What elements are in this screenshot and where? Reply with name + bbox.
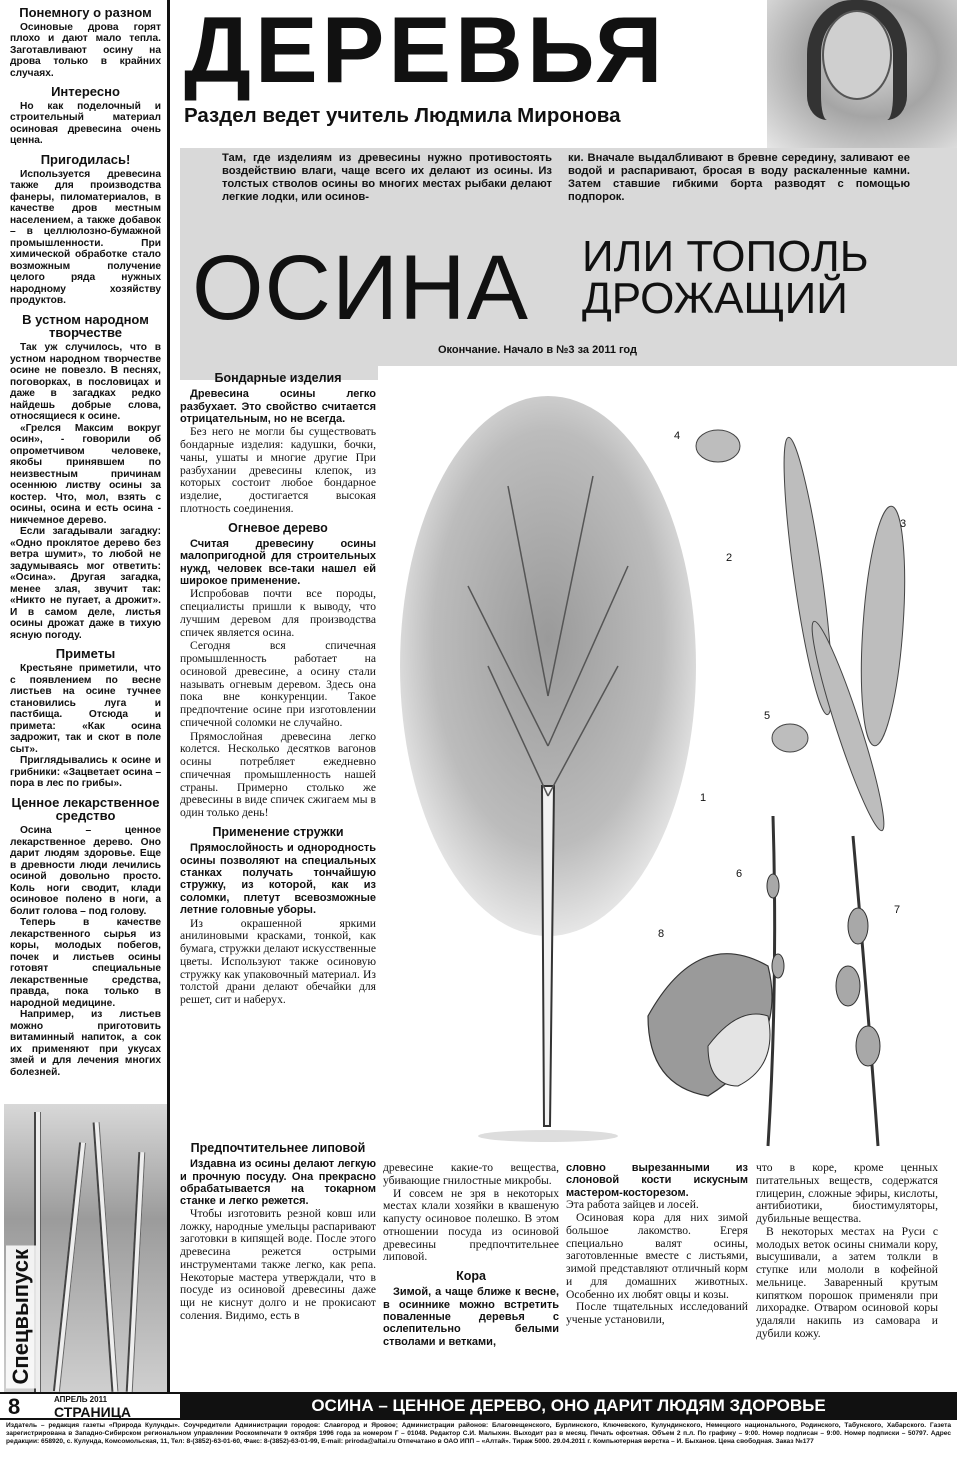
sidebar-paragraph: «Грелся Максим вокруг осин», - говорили об опрометчивом человеке, якобы принявшем по неизвестным причинам осеннюю листву осины за костер. Что, мол, взять с осины, осина и есть осина - никчемное дерево. xyxy=(10,422,161,526)
illustration-label-8: 8 xyxy=(658,928,665,940)
para-lakomstvo: Осиновая кора для них зимой большое лакомство. Егеря специально валят осины, заготовленные вместе с листьями, зимой представляют отличный корм и для домашних животных. Особенно их любят овцы и козы. xyxy=(566,1211,748,1301)
article-intro-block xyxy=(180,148,957,380)
seed-pod xyxy=(696,430,740,462)
sidebar-section xyxy=(4,6,167,79)
bottom-column-4 xyxy=(756,1162,938,1341)
issue-date: АПРЕЛЬ 2011 xyxy=(54,1395,108,1404)
column-heading: Применение стружки xyxy=(212,824,344,839)
column-heading: Огневое дерево xyxy=(228,520,328,535)
sidebar-heading: Приметы xyxy=(55,646,116,662)
birch-forest-photo xyxy=(4,1104,167,1392)
continuation-note: Окончание. Начало в №3 за 2011 год xyxy=(438,344,637,356)
sidebar-section xyxy=(4,153,167,307)
sidebar-heading: Ценное лекарственное средство xyxy=(11,794,160,824)
sidebar-heading: Пригодилась! xyxy=(40,151,131,167)
para-veshchestva: что в коре, кроме ценных питательных веществ, содержатся глицерин, сложные эфиры, кислоты, антибиотики, биостимуляторы, дубильные вещества. xyxy=(756,1161,938,1225)
bottom-column-2 xyxy=(383,1162,559,1348)
para-kapusta: И совсем не зря в некоторых местах клали хозяйки в квашеную капусту осиновое полешко. В этом отношении посуда из осиновой древесины предпочтительнее липовой. xyxy=(383,1186,559,1264)
illustration-label-3: 3 xyxy=(900,518,907,530)
sidebar-heading: Интересно xyxy=(51,84,120,100)
sidebar-paragraph: Осиновые дрова горят плохо и дают мало тепла. Заготавливают осину на дрова только в крайних случаях. xyxy=(10,21,161,79)
lead-posuda: Издавна из осины делают легкую и прочную посуду. Она прекрасно обрабатывается на токарном станке и легко режется. xyxy=(180,1158,376,1208)
heading-kora: Кора xyxy=(456,1269,486,1283)
lead-kostorez: словно вырезанными из слоновой кости искусным мастером-косторезом. xyxy=(566,1162,748,1199)
bottom-column-3 xyxy=(566,1162,748,1327)
catkin-wide xyxy=(855,505,912,747)
page-footer xyxy=(0,1392,957,1420)
sidebar-paragraph: Приглядывались к осине и грибники: «Зацветает осина – пора в лес по грибы». xyxy=(10,755,161,790)
page-number: 8 xyxy=(8,1394,21,1419)
para-zaycy: Эта работа зайцев и лосей. xyxy=(566,1198,699,1212)
flower-detail xyxy=(772,724,808,752)
illustration-label-7: 7 xyxy=(894,904,901,916)
heading-lipovoy: Предпочтительнее липовой xyxy=(190,1141,366,1155)
headline-main: ОСИНА xyxy=(192,237,529,339)
column-paragraph: Сегодня вся спичечная промышленность работает на осиновой древесине, а осину стали называть огневым деревом. Здесь она пока вне конкуренции. Такое предпочтение осине при изготовлении спичечной соломки не случайно. xyxy=(180,639,376,729)
page-label: СТРАНИЦА xyxy=(54,1404,132,1420)
column-lead: Считая древесину осины малопригодной для строительных нужд, человек все-таки нашел ей широкое применение. xyxy=(180,537,376,588)
column-paragraph: Испробовав почти все породы, специалисты пришли к выводу, что лучшим деревом для производства спичек является осина. xyxy=(180,587,376,639)
sidebar-paragraph: Так уж случилось, что в устном народном творчестве осине не повезло. В песнях, поговорках, в пословицах и даже в загадках редко найдешь добрые слова, относящиеся к осине. xyxy=(10,342,161,423)
sidebar-section xyxy=(4,85,167,147)
para-issledovaniya: После тщательных исследований ученые установили, xyxy=(566,1300,748,1327)
sidebar-paragraph: Если загадывали загадку: «Одно проклятое дерево без ветра шумит», то любой не задумываясь мог ответить: «Осина». Другая загадка, менее злая, звучит так: «Никто не пугает, а дрожит». И в самом деле, листья осины дрожат даже в тихую ясную погоду. xyxy=(10,526,161,641)
column-heading: Бондарные изделия xyxy=(214,371,342,385)
column-lead: Прямослойность и однородность осины позволяют на специальных станках получать тончайшую стружку, из которой, как из соломки, плетут всевозможные летние головные уборы. xyxy=(180,842,376,917)
illustration-label-2: 2 xyxy=(726,552,733,564)
sidebar-paragraph: Крестьяне приметили, что с появлением по весне листьев на осине тучнее становились луга и пастбища. Отсюда и примета: «Как осина задрожит, так и скот в поле сыт». xyxy=(10,663,161,755)
aspen-drawing xyxy=(378,366,957,1156)
sidebar-paragraph: Осина – ценное лекарственное дерево. Оно дарит людям здоровье. Еще в древности люди лечились осиной довольно просто. Коль ноги сводит, клади осиновое полено в ноги, а болит голова – под голову. xyxy=(10,825,161,917)
para-posuda: Чтобы изготовить резной ковш или ложку, народные умельцы распаривают заготовки в кипящей воде. После этого древесина режется острыми инструментами также легко, как репа. Некоторые мастера утверждали, что в посуде из осиновой древесины даже щи не киснут долго и не прокисают соления. Видимо, есть в xyxy=(180,1206,376,1322)
sidebar xyxy=(4,0,170,1392)
section-subtitle: Раздел ведет учитель Людмила Миронова xyxy=(184,104,621,127)
sidebar-paragraph: Теперь в качестве лекарственного сырья из коры, молодых побегов, почек и листьев осины готовят специальные лекарственные средства, правда, пока только в народной медицине. xyxy=(10,917,161,1009)
imprint: Издатель – редакция газеты «Природа Кулунды». Соучредители Администрации городов: Славгород и Яровое; Администрации районов: Благовещенского, Бурлинского, Ключевского, Кулундинского, Немецкого национального, Родинского, Табунского, Хабарского. Газета зарегистрирована в Западно-Сибирском региональном управлении Роскомпечати 9 октября 1996 года за номером Г – 01048. Редактор С.И. Малыхин. Выходит раз в месяц. Печать офсетная. Объем 2 п.л. По графику – 9:00. Номер подписан – 9:00. Номер подписки – 50797. Адрес редакции: 658920, с. Кулунда, Комсомольская, 11, Тел: 8-(3852)-63-01-60, Факс: 8-(3852)-63-01-99, E-mail: priroda@altai.ru Отпечатано в ОАО ИПП – «Алтай». Тираж 5000. 29.04.2011 г. Компьютерная верстка – И. Быханов. Цена свободная. Заказ №177 xyxy=(6,1422,951,1445)
column-paragraph: Без него не могли бы существовать бондарные изделия: кадушки, бочки, чаны, ушаты и многие другие При разбухании древесины клепок, из которых состоит любое бондарное изделие, достигается высокая плотность соединения. xyxy=(180,425,376,515)
aspen-illustration xyxy=(378,366,957,1156)
column-lead: Древесина осины легко разбухает. Это свойство считается отрицательным, но не всегда. xyxy=(180,388,376,425)
para-lihoradka: В некоторых местах на Руси с молодых веток осины снимали кору, высушивали, а затем толкли в ступке или мололи в кофейной мельнице. Заваренный крутым кипятком порошок применяли при лихорадке. Отваром осиновой коры удаляли накипь из самовара и дубили кожу. xyxy=(756,1224,938,1340)
intro-text-left: Там, где изделиям из древесины нужно противостоять воздействию влаги, чаще всего их делают из осины. Из толстых стволов осины во многих местах рыбаки делают легкие лодки, или осинов- xyxy=(222,152,552,203)
sidebar-heading: В устном народном творчестве xyxy=(22,311,149,341)
illustration-label-4: 4 xyxy=(674,430,681,442)
tree-trunk xyxy=(542,786,554,1126)
column-paragraph: Из окрашенной яркими анилиновыми красками, тонкой, как бумага, стружки делают искусственные цветы. Используют также осиновую стружку как упаковочный материал. Из толстой драни делают обечайки для решет, сит и наберух. xyxy=(180,916,376,1007)
section-title: ДЕРЕВЬЯ xyxy=(184,0,667,102)
para-mikroby: древесине какие-то вещества, убивающие гнилостные микробы. xyxy=(383,1161,559,1187)
sidebar-section xyxy=(4,647,167,789)
headline-sub-line2: ДРОЖАЩИЙ xyxy=(582,273,848,323)
intro-text-right: ки. Вначале выдалбливают в бревне середину, заливают ее водой и распаривают, бросая в воду раскаленные камни. Затем ставшие гибкими борта разводят с помощью подпорок. xyxy=(568,152,910,203)
sidebar-paragraph: Но как поделочный и строительный материал осиновая древесина очень ценна. xyxy=(10,100,161,147)
sidebar-section xyxy=(4,796,167,1079)
column-paragraph: Прямослойная древесина легко колется. Несколько десятков вагонов осины потребляет ежедневно спичечная промышленность нашей страны. Примерно столько же древесины в виде спичек сжигаем мы в один только день! xyxy=(180,729,376,820)
headline-sub xyxy=(582,232,869,323)
illustration-label-1: 1 xyxy=(700,792,707,804)
sidebar-paragraph: Используется древесина также для производства фанеры, пиломатериалов, в качестве дров местным населением, а также добавок – в целлюлозно-бумажной промышленности. При химической обработке стало возможным получение целого ряда нужных народному хозяйству продуктов. xyxy=(10,168,161,307)
sidebar-heading: Понемногу о разном xyxy=(19,5,152,20)
article-column-2 xyxy=(180,366,376,1008)
author-portrait xyxy=(767,0,957,150)
sidebar-paragraph: Например, из листьев можно приготовить витаминный напиток, а сок их применяют при укусах змей и для лечения многих болезней. xyxy=(10,1009,161,1078)
special-issue-label: Спецвыпуск xyxy=(6,1245,36,1388)
lead-kora: Зимой, а чаще ближе к весне, в осиннике можно встретить поваленные деревья с ослепительно белыми стволами и ветками, xyxy=(383,1286,559,1348)
headline-sub-line1: ИЛИ ТОПОЛЬ xyxy=(582,232,869,281)
footer-slogan: ОСИНА – ЦЕННОЕ ДЕРЕВО, ОНО ДАРИТ ЛЮДЯМ ЗДОРОВЬЕ xyxy=(180,1394,957,1418)
sidebar-sections xyxy=(4,6,167,1078)
illustration-label-6: 6 xyxy=(736,868,743,880)
bottom-column-1 xyxy=(180,1136,376,1323)
illustration-label-5: 5 xyxy=(764,710,771,722)
sidebar-section xyxy=(4,313,167,642)
